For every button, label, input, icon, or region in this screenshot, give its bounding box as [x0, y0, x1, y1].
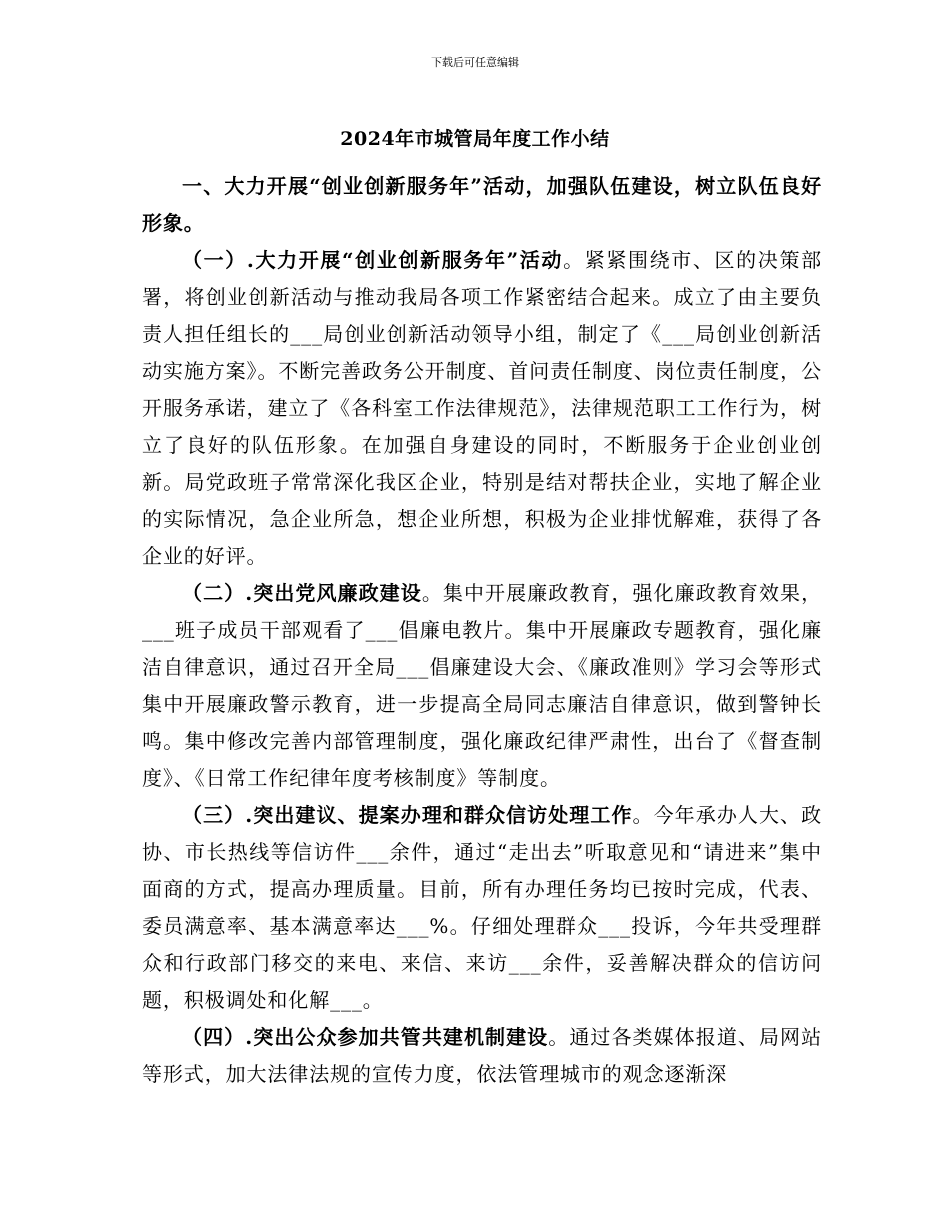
paragraph-text: 。集中开展廉政教育，强化廉政教育效果，___班子成员干部观看了___倡廉电教片。集中开展廉政专题教育，强化廉洁自律意识，通过召开全局___倡廉建设大会、《廉政准则》学习会等形式集中开展廉政警示教育，进一步提高全局同志廉洁自律意识，做到警钟长鸣。集中修改完善内部管理制度，强化廉政纪律严肃性，出台了《督查制度》、《日常工作纪律年度考核制度》等制度。	[142, 581, 823, 790]
document-title: 2024年市城管局年度工作小结	[340, 128, 610, 150]
paragraph-text: 。今年承办人大、政协、市长热线等信访件___余件，通过“走出去”听取意见和“请进来”集中面商的方式，提高办理质量。目前，所有办理任务均已按时完成，代表、委员满意率、基本满意率达___%。仔细处理群众___投诉，今年共受理群众和行政部门移交的来电、来信、来访___余件，妥善解决群众的信访问题，积极调处和化解___。	[142, 803, 822, 1012]
paragraph	[142, 797, 822, 1019]
section-heading: 一、大力开展“创业创新服务年”活动，加强队伍建设，树立队伍良好形象。	[142, 174, 822, 235]
paragraph-lead: （一）.大力开展“创业创新服务年”活动	[182, 248, 564, 272]
paragraph	[142, 575, 822, 797]
document-body	[142, 168, 822, 1093]
paragraph-text: 。通过各类媒体报道、局网站等形式，加大法律法规的宣传力度，依法管理城市的观念逐渐深	[142, 1025, 822, 1086]
header-note: 下载后可任意编辑	[431, 56, 519, 69]
paragraph-text: 。紧紧围绕市、区的决策部署，将创业创新活动与推动我局各项工作紧密结合起来。成立了由主要负责人担任组长的___局创业创新活动领导小组，制定了《___局创业创新活动实施方案》。不断完善政务公开制度、首问责任制度、岗位责任制度，公开服务承诺，建立了《各科室工作法律规范》，法律规范职工工作行为，树立了良好的队伍形象。在加强自身建设的同时，不断服务于企业创业创新。局党政班子常常深化我区企业，特别是结对帮扶企业，实地了解企业的实际情况，急企业所急，想企业所想，积极为企业排忧解难，获得了各企业的好评。	[142, 248, 822, 568]
paragraph-lead: （二）.突出党风廉政建设	[182, 581, 422, 605]
paragraph-lead: （三）.突出建议、提案办理和群众信访处理工作	[182, 803, 633, 827]
paragraph	[142, 1019, 822, 1093]
paragraph-lead: （四）.突出公众参加共管共建机制建设	[182, 1025, 549, 1049]
paragraph	[142, 242, 822, 575]
